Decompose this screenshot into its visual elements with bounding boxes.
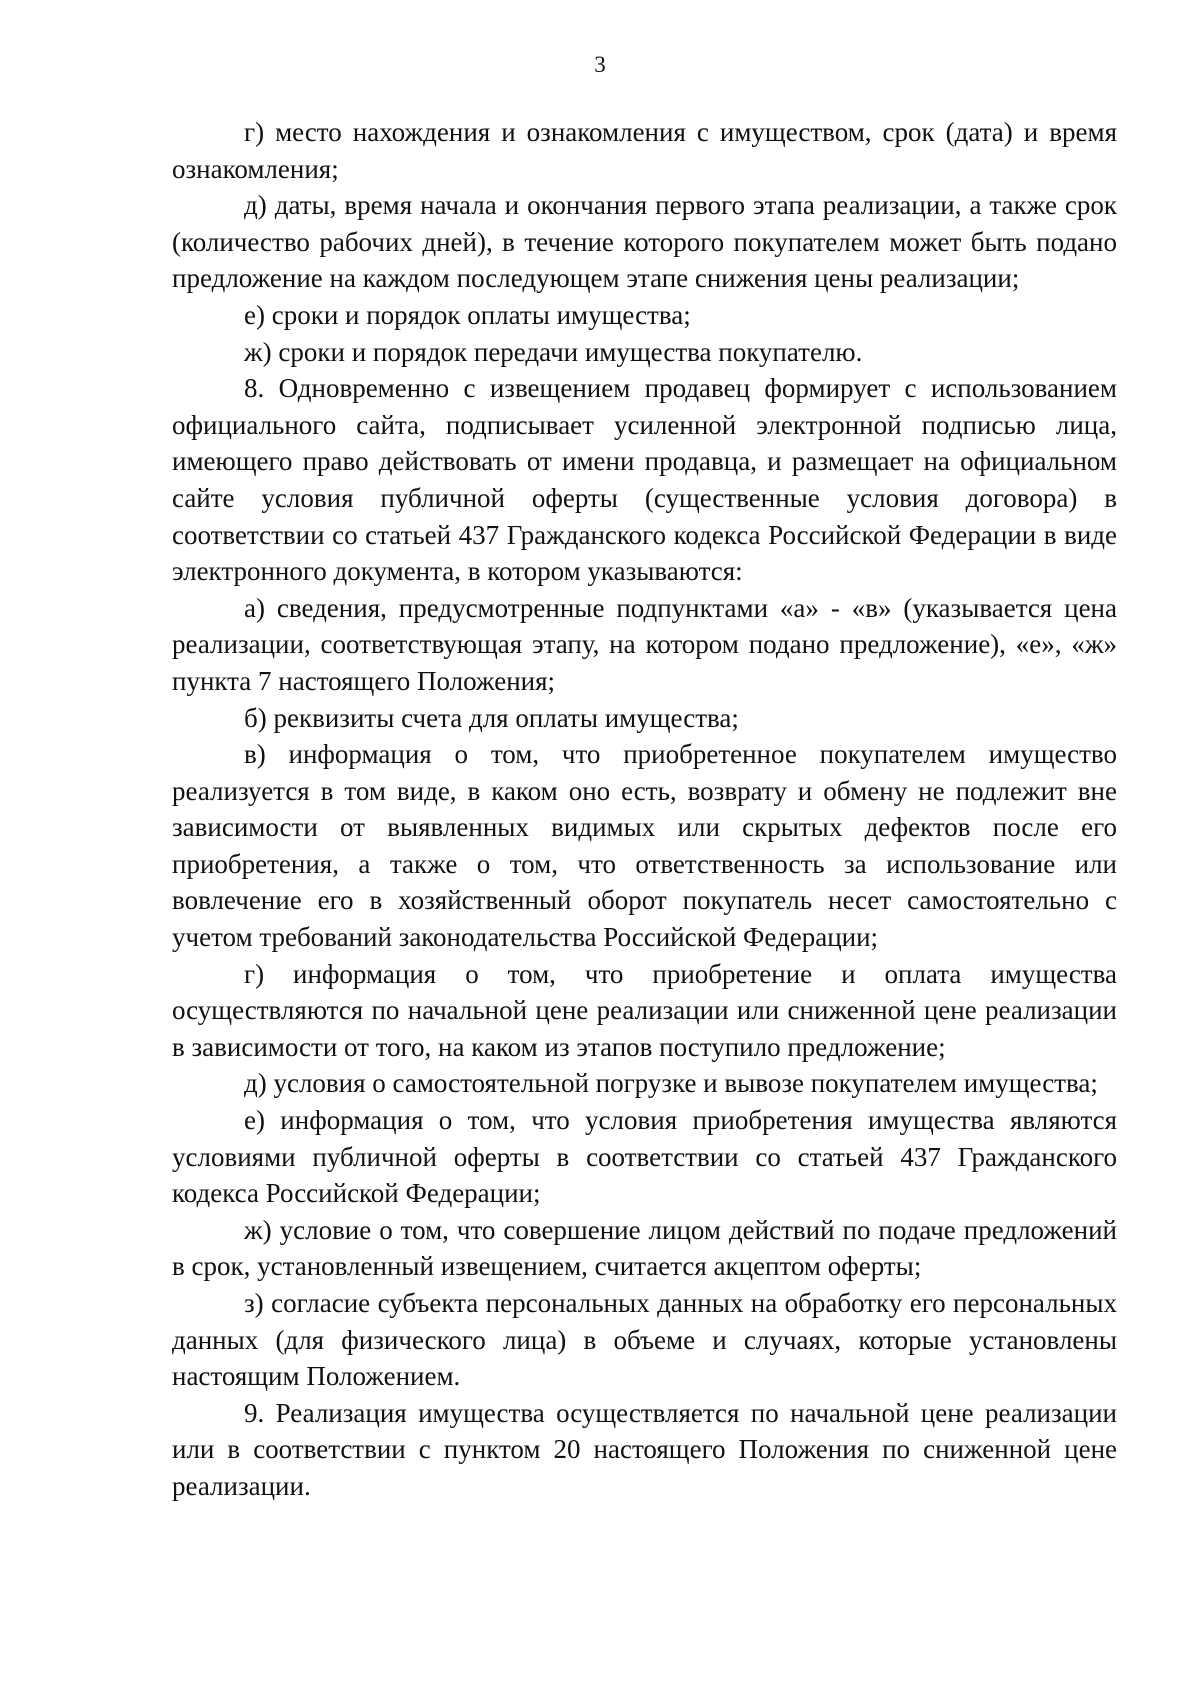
paragraph-subitem-v-condition: в) информация о том, что приобретенное покупателем имущество реализуется в том виде, в каком оно есть, возврату и обмену не подлежит вне зависимости от выявленных видимых или скрытых дефектов после его приобретения, а также о том, что ответственность за использование или вовлечение его в хозяйственный оборот покупатель несет самостоятельно с учетом требований законодательства Российской Федерации; <box>172 739 1117 953</box>
paragraph-item-9: 9. Реализация имущества осуществляется по начальной цене реализации или в соответствии с пунктом 20 настоящего Положения по сниженной цене реализации. <box>172 1397 1117 1501</box>
paragraph-subitem-e-offer: е) информация о том, что условия приобретения имущества являются условиями публичной оферты в соответствии со статьей 437 Гражданского кодекса Российской Федерации; <box>172 1105 1117 1209</box>
paragraph-subitem-g-inspection: г) место нахождения и ознакомления с имуществом, срок (дата) и время ознакомления; <box>172 117 1117 184</box>
paragraph-subitem-g-purchase: г) информация о том, что приобретение и оплата имущества осуществляются по начальной цене реализации или сниженной цене реализации в зависимости от того, на каком из этапов поступило предложение; <box>172 958 1117 1062</box>
paragraph-subitem-b-requisites: б) реквизиты счета для оплаты имущества; <box>244 702 739 733</box>
paragraph-item-8: 8. Одновременно с извещением продавец формирует с использованием официального сайта, подписывает усиленной электронной подписью лица, имеющего право действовать от имени продавца, и размещает на официальном сайте условия публичной оферты (существенные условия договора) в соответствии со статьей 437 Гражданского кодекса Российской Федерации в виде электронного документа, в котором указываются: <box>172 373 1117 587</box>
paragraph-subitem-e-payment: е) сроки и порядок оплаты имущества; <box>244 299 691 330</box>
paragraph-subitem-zh-acceptance: ж) условие о том, что совершение лицом действий по подаче предложений в срок, установленный извещением, считается акцептом оферты; <box>172 1214 1117 1282</box>
paragraph-subitem-d-loading: д) условия о самостоятельной погрузке и вывозе покупателем имущества; <box>244 1068 1098 1099</box>
paragraph-subitem-zh-transfer: ж) сроки и порядок передачи имущества покупателю. <box>244 336 863 367</box>
paragraph-subitem-d-dates: д) даты, время начала и окончания первого этапа реализации, а также срок (количество рабочих дней), в течение которого покупателем может быть подано предложение на каждом последующем этапе снижения цены реализации; <box>172 190 1117 294</box>
paragraph-subitem-z-consent: з) согласие субъекта персональных данных на обработку его персональных данных (для физического лица) в объеме и случаях, которые установлены настоящим Положением. <box>172 1288 1117 1392</box>
document-body <box>172 114 1117 1505</box>
page-number: 3 <box>594 52 606 77</box>
paragraph-subitem-a-details: а) сведения, предусмотренные подпунктами «а» - «в» (указывается цена реализации, соответствующая этапу, на котором подано предложение), «е», «ж» пункта 7 настоящего Положения; <box>172 592 1117 696</box>
